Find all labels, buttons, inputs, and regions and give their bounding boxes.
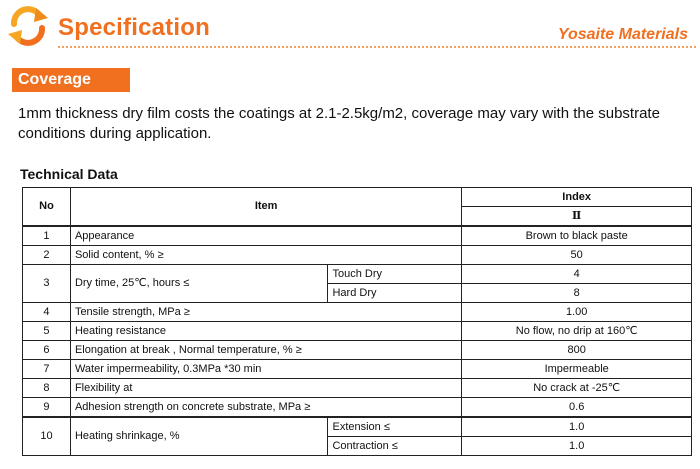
- row-no: 9: [23, 398, 71, 418]
- page-title: Specification: [58, 14, 210, 41]
- table-row: [23, 322, 692, 341]
- technical-data-table: [22, 187, 692, 456]
- table-row: [23, 360, 692, 379]
- row-no: 5: [23, 322, 71, 341]
- coverage-section-label: Coverage: [12, 68, 130, 92]
- row-value: 8: [462, 284, 692, 303]
- row-no: 7: [23, 360, 71, 379]
- row-value: Brown to black paste: [462, 226, 692, 246]
- orange-refresh-arrows-icon: [6, 4, 50, 48]
- row-subitem: Contraction ≤: [328, 437, 462, 456]
- header-no: No: [23, 188, 71, 227]
- row-item: Elongation at break , Normal temperature, % ≥: [70, 341, 461, 360]
- row-item: Flexibility at: [70, 379, 461, 398]
- table-row: [23, 303, 692, 322]
- row-subitem: Hard Dry: [328, 284, 462, 303]
- table-row: [23, 246, 692, 265]
- row-subitem: Extension ≤: [328, 417, 462, 437]
- table-row: [23, 398, 692, 418]
- row-no: 8: [23, 379, 71, 398]
- page-header: [0, 0, 700, 56]
- row-item: Heating resistance: [70, 322, 461, 341]
- table-row: [23, 379, 692, 398]
- row-item: Water impermeability, 0.3MPa *30 min: [70, 360, 461, 379]
- row-item: Dry time, 25℃, hours ≤: [70, 265, 328, 303]
- row-value: 1.0: [462, 437, 692, 456]
- header-divider: [58, 46, 696, 48]
- row-item: Tensile strength, MPa ≥: [70, 303, 461, 322]
- header-index: Index: [462, 188, 692, 207]
- row-no: 1: [23, 226, 71, 246]
- row-item: Adhesion strength on concrete substrate, MPa ≥: [70, 398, 461, 418]
- row-value: 0.6: [462, 398, 692, 418]
- technical-data-title: Technical Data: [20, 166, 118, 182]
- row-value: No crack at -25℃: [462, 379, 692, 398]
- row-value: No flow, no drip at 160℃: [462, 322, 692, 341]
- row-value: 50: [462, 246, 692, 265]
- row-no: 6: [23, 341, 71, 360]
- table-header-row: [23, 188, 692, 207]
- row-item: Heating shrinkage, %: [70, 417, 328, 456]
- row-value: Impermeable: [462, 360, 692, 379]
- table-row: [23, 265, 692, 284]
- row-value: 4: [462, 265, 692, 284]
- row-no: 10: [23, 417, 71, 456]
- table-row: [23, 417, 692, 437]
- table-row: [23, 341, 692, 360]
- row-no: 4: [23, 303, 71, 322]
- row-value: 800: [462, 341, 692, 360]
- brand-name: Yosaite Materials: [557, 26, 688, 43]
- row-item: Solid content, % ≥: [70, 246, 461, 265]
- row-value: 1.0: [462, 417, 692, 437]
- row-item: Appearance: [70, 226, 461, 246]
- coverage-description: 1mm thickness dry film costs the coatings at 2.1-2.5kg/m2, coverage may vary with the substrate conditions during application.: [18, 105, 660, 142]
- header-item: Item: [70, 188, 461, 227]
- row-subitem: Touch Dry: [328, 265, 462, 284]
- row-no: 2: [23, 246, 71, 265]
- row-no: 3: [23, 265, 71, 303]
- header-index-grade: Ⅱ: [462, 207, 692, 227]
- table-row: [23, 226, 692, 246]
- row-value: 1.00: [462, 303, 692, 322]
